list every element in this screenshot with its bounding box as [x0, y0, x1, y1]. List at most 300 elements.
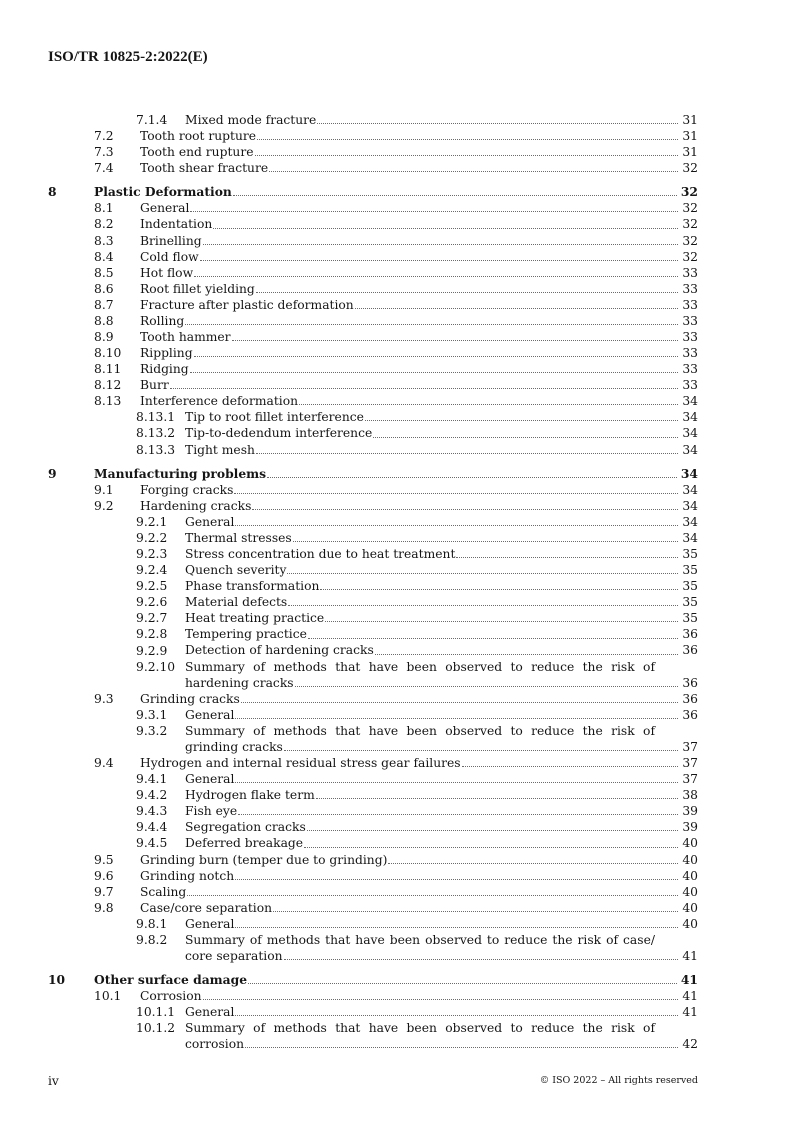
toc-entry[interactable]: [0, 868, 793, 884]
toc-entry[interactable]: [0, 329, 793, 345]
toc-entry-line: [0, 675, 793, 691]
dot-leader: [185, 324, 678, 325]
toc-entry-number: 8.3: [94, 233, 114, 248]
toc-entry-number: 8.8: [94, 313, 114, 328]
toc-entry-page: 33: [682, 362, 698, 377]
toc-entry-page: 33: [682, 297, 698, 312]
toc-entry[interactable]: [0, 530, 793, 546]
toc-entry-page: 41: [680, 972, 698, 988]
toc-entry-page: 34: [682, 394, 698, 409]
toc-entry-title-row: [140, 128, 698, 144]
toc-entry-number: 9.2.9: [136, 643, 168, 658]
toc-entry[interactable]: [0, 546, 793, 562]
toc-entry-line: [0, 200, 793, 216]
toc-entry-title: Segregation cracks: [185, 820, 306, 835]
toc-entry-title: Tip-to-dedendum interference: [185, 426, 373, 441]
toc-entry[interactable]: [0, 755, 793, 771]
dot-leader: [288, 605, 678, 606]
toc-entry-line: [0, 546, 793, 562]
toc-entry-title-row: [140, 884, 698, 900]
toc-entry-title-row: [185, 578, 698, 594]
toc-entry-title-row: [185, 1036, 698, 1052]
toc-entry[interactable]: [0, 313, 793, 329]
dot-leader: [248, 983, 677, 984]
toc-entry-title-row: [140, 852, 698, 868]
toc-entry[interactable]: [0, 626, 793, 642]
toc-entry-page: 32: [682, 233, 698, 248]
toc-entry[interactable]: [0, 578, 793, 594]
toc-entry-line: [0, 233, 793, 249]
toc-entry-title: General: [185, 1005, 235, 1020]
toc-entry-title: Hydrogen flake term: [185, 788, 315, 803]
toc-entry-title-row: [140, 265, 698, 281]
toc-entry-page: 36: [682, 707, 698, 722]
toc-entry[interactable]: [0, 819, 793, 835]
toc-entry-page: 35: [682, 547, 698, 562]
toc-entry-number: 8.12: [94, 378, 122, 393]
toc-entry[interactable]: [0, 723, 793, 755]
toc-entry-line: [0, 610, 793, 626]
dot-leader: [190, 372, 679, 373]
toc-entry-title: Detection of hardening cracks: [185, 643, 374, 658]
toc-entry-number: 8.13.2: [136, 426, 176, 441]
toc-entry[interactable]: [0, 514, 793, 530]
toc-entry[interactable]: [0, 482, 793, 498]
toc-entry-line: [0, 1020, 793, 1036]
toc-entry-number: 9.2.1: [136, 514, 168, 529]
toc-entry-line: [0, 112, 793, 128]
toc-entry[interactable]: [0, 691, 793, 707]
dot-leader: [287, 573, 678, 574]
toc-entry-page: 32: [682, 217, 698, 232]
dot-leader: [170, 388, 679, 389]
toc-entry[interactable]: [0, 835, 793, 851]
toc-entry-line: [0, 803, 793, 819]
toc-entry-number: 7.2: [94, 129, 114, 144]
toc-entry-title-row: [140, 249, 698, 265]
toc-entry-line: [0, 216, 793, 232]
toc-entry-title-row: [185, 1004, 698, 1020]
toc-entry-page: 33: [682, 346, 698, 361]
toc-entry-line: [0, 988, 793, 1004]
toc-entry-page: 40: [682, 900, 698, 915]
toc-entry-page: 37: [682, 756, 698, 771]
toc-entry[interactable]: [0, 562, 793, 578]
toc-entry-title: Deferred breakage: [185, 836, 304, 851]
toc-entry-title: Tooth hammer: [140, 330, 231, 344]
toc-entry-title: Quench severity: [185, 563, 287, 578]
dot-leader: [388, 863, 678, 864]
toc-entry-title-row: [185, 819, 698, 835]
toc-entry-line: [0, 1036, 793, 1052]
toc-entry[interactable]: [0, 852, 793, 868]
toc-entry-number: 9.2.5: [136, 579, 168, 594]
toc-entry-number: 9.4: [94, 756, 114, 771]
toc-entry-number: 9.8.2: [136, 932, 168, 947]
dot-leader: [462, 766, 679, 767]
toc-entry-title-row: [185, 675, 698, 691]
dot-leader: [295, 686, 679, 687]
toc-entry[interactable]: [0, 216, 793, 232]
toc-entry-line: [0, 723, 793, 739]
toc-entry-title: Summary of methods that have been observed to reduce the risk of: [185, 659, 655, 674]
toc-entry-number: 10.1.2: [136, 1021, 176, 1036]
toc-entry[interactable]: [0, 659, 793, 691]
toc-entry-title-row: [140, 200, 698, 216]
toc-entry-number: 8: [48, 184, 57, 200]
toc-entry-title: corrosion: [185, 1037, 245, 1052]
toc-entry-number: 8.9: [94, 330, 114, 345]
toc-entry[interactable]: [0, 265, 793, 281]
toc-entry-page: 36: [682, 627, 698, 642]
toc-entry-page: 32: [680, 184, 698, 200]
toc-entry-page: 31: [682, 129, 698, 144]
toc-entry-title-row: [140, 345, 698, 361]
toc-entry-line: [0, 281, 793, 297]
dot-leader: [299, 404, 678, 405]
toc-entry-line: [0, 835, 793, 851]
toc-entry-line: [0, 313, 793, 329]
toc-entry-title-row: [185, 626, 698, 642]
toc-entry-number: 10.1: [94, 989, 122, 1004]
toc-entry-title: hardening cracks: [185, 675, 294, 690]
toc-entry-title-row: [185, 442, 698, 458]
toc-entry[interactable]: [0, 1004, 793, 1020]
toc-entry[interactable]: [0, 466, 793, 482]
toc-entry-number: 8.13.3: [136, 442, 176, 457]
toc-entry[interactable]: [0, 707, 793, 723]
toc-entry[interactable]: [0, 610, 793, 626]
dot-leader: [235, 718, 678, 719]
toc-entry-title-row: [140, 482, 698, 498]
toc-entry-number: 8.2: [94, 217, 114, 232]
dot-leader: [273, 911, 678, 912]
dot-leader: [241, 702, 679, 703]
toc-entry-title-row: [140, 755, 698, 771]
toc-entry-page: 35: [682, 563, 698, 578]
toc-entry[interactable]: [0, 498, 793, 514]
toc-entry-title: Tooth shear fracture: [140, 161, 269, 176]
toc-list: [0, 112, 793, 1052]
toc-entry-title: Material defects: [185, 595, 288, 610]
toc-entry-page: 33: [682, 281, 698, 296]
toc-entry-title: Phase transformation: [185, 579, 320, 594]
toc-entry-line: [0, 900, 793, 916]
toc-entry-title-row: [140, 868, 698, 884]
toc-entry-number: 7.1.4: [136, 113, 168, 127]
toc-entry-title: Manufacturing problems: [94, 465, 267, 481]
dot-leader: [293, 541, 679, 542]
toc-entry-title: Brinelling: [140, 233, 202, 248]
toc-entry[interactable]: [0, 200, 793, 216]
toc-entry-title: grinding cracks: [185, 739, 283, 754]
dot-leader: [245, 1047, 678, 1048]
toc-entry-page: 42: [682, 1037, 698, 1052]
toc-entry-title-row: [140, 297, 698, 313]
dot-leader: [317, 123, 678, 124]
toc-entry[interactable]: [0, 425, 793, 441]
toc-entry-title: core separation: [185, 948, 283, 963]
dot-leader: [235, 782, 678, 783]
dot-leader: [252, 509, 678, 510]
toc-entry-page: 34: [682, 442, 698, 457]
toc-entry-page: 31: [682, 145, 698, 160]
dot-leader: [233, 195, 677, 196]
toc-entry[interactable]: [0, 345, 793, 361]
toc-entry-number: 7.3: [94, 145, 114, 160]
toc-entry-number: 8.13.1: [136, 410, 176, 425]
dot-leader: [235, 525, 678, 526]
toc-entry-page: 34: [682, 482, 698, 497]
dot-leader: [203, 244, 679, 245]
toc-entry-page: 35: [682, 595, 698, 610]
toc-entry[interactable]: [0, 900, 793, 916]
toc-entry[interactable]: [0, 297, 793, 313]
dot-leader: [235, 927, 678, 928]
toc-entry-number: 8.7: [94, 297, 114, 312]
toc-entry-page: 41: [682, 948, 698, 963]
toc-entry-number: 9.4.1: [136, 772, 168, 787]
toc-entry-page: 41: [682, 1005, 698, 1020]
toc-entry-title: Rolling: [140, 313, 185, 328]
toc-entry-line: [0, 771, 793, 787]
toc-entry-number: 8.11: [94, 362, 122, 377]
toc-entry-title: Interference deformation: [140, 394, 299, 409]
toc-entry-title: Grinding notch: [140, 868, 235, 883]
toc-entry-page: 34: [682, 498, 698, 513]
dot-leader: [187, 895, 678, 896]
toc-entry-page: 33: [682, 313, 698, 328]
dot-leader: [235, 1015, 678, 1016]
dot-leader: [375, 654, 679, 655]
toc-entry-line: [0, 361, 793, 377]
toc-entry[interactable]: [0, 377, 793, 393]
dot-leader: [320, 589, 678, 590]
toc-entry-title-row: [140, 691, 698, 707]
toc-entry[interactable]: [0, 884, 793, 900]
toc-entry-page: 40: [682, 852, 698, 867]
toc-entry-number: 9.2.10: [136, 659, 176, 674]
toc-entry-line: [0, 707, 793, 723]
toc-entry-page: 34: [680, 465, 698, 481]
toc-entry-number: 8.1: [94, 201, 114, 216]
toc-entry-title: Scaling: [140, 884, 187, 899]
toc-entry-title: Other surface damage: [94, 972, 248, 988]
copyright-notice: © ISO 2022 – All rights reserved: [539, 1075, 698, 1086]
toc-entry-title-row: [140, 988, 698, 1004]
toc-entry-number: 9.4.3: [136, 804, 168, 819]
toc-entry[interactable]: [0, 1020, 793, 1052]
toc-entry-number: 9.3: [94, 691, 114, 706]
toc-entry[interactable]: [0, 643, 793, 659]
dot-leader: [238, 814, 678, 815]
dot-leader: [257, 139, 678, 140]
toc-entry-line: [0, 739, 793, 755]
toc-entry-line: [0, 466, 793, 482]
toc-entry-title-row: [185, 787, 698, 803]
toc-entry[interactable]: [0, 144, 793, 160]
dot-leader: [373, 437, 678, 438]
toc-entry[interactable]: [0, 393, 793, 409]
toc-entry-line: [0, 329, 793, 345]
dot-leader: [232, 340, 679, 341]
toc-entry-number: 9.6: [94, 868, 114, 883]
toc-entry-line: [0, 442, 793, 458]
toc-entry-title: Root fillet yielding: [140, 281, 255, 296]
toc-entry-title-row: [140, 900, 698, 916]
toc-entry-number: 8.5: [94, 265, 114, 280]
document-id-header: ISO/TR 10825-2:2022(E): [48, 49, 208, 65]
dot-leader: [255, 155, 679, 156]
toc-entry-title-row: [140, 393, 698, 409]
toc-entry[interactable]: [0, 184, 793, 200]
toc-entry-number: 9.2.2: [136, 530, 168, 545]
toc-entry-number: 9.1: [94, 482, 114, 497]
toc-entry-page: 39: [682, 820, 698, 835]
toc-entry-title-row: [140, 144, 698, 160]
toc-entry-title: General: [185, 514, 235, 529]
toc-entry-line: [0, 578, 793, 594]
toc-entry[interactable]: [0, 803, 793, 819]
toc-entry[interactable]: [0, 988, 793, 1004]
toc-entry[interactable]: [0, 932, 793, 964]
toc-entry[interactable]: [0, 972, 793, 988]
toc-entry-title: Grinding cracks: [140, 691, 240, 706]
toc-entry-page: 39: [682, 804, 698, 819]
toc-entry-title: Summary of methods that have been observed to reduce the risk of case/: [185, 932, 655, 947]
toc-entry-line: [0, 144, 793, 160]
toc-entry-title-row: [185, 948, 698, 964]
toc-entry-page: 34: [682, 514, 698, 529]
toc-entry-number: 9.2.8: [136, 627, 168, 642]
toc-entry-title-row: [140, 361, 698, 377]
toc-entry-title: Plastic Deformation: [94, 184, 232, 200]
toc-entry-title: Ridging: [140, 362, 189, 377]
toc-entry-title: Indentation: [140, 217, 213, 232]
toc-entry-title-row: [140, 313, 698, 329]
toc-entry-line: [0, 691, 793, 707]
toc-entry-number: 9.8.1: [136, 916, 168, 931]
toc-entry-line: [0, 265, 793, 281]
toc-entry-line: [0, 249, 793, 265]
toc-entry-title: General: [140, 201, 190, 216]
toc-entry[interactable]: [0, 160, 793, 176]
toc-entry-page: 33: [682, 330, 698, 344]
toc-entry-title-row: [185, 425, 698, 441]
toc-entry-line: [0, 787, 793, 803]
toc-entry-title-row: [185, 514, 698, 530]
toc-entry-title: Mixed mode fracture: [185, 112, 317, 127]
toc-entry[interactable]: [0, 361, 793, 377]
toc-entry-number: 10: [48, 972, 66, 988]
toc-entry-title: Thermal stresses: [185, 530, 292, 545]
toc-entry-number: 9: [48, 465, 57, 481]
toc-entry[interactable]: [0, 771, 793, 787]
toc-entry-line: [0, 345, 793, 361]
toc-entry[interactable]: [0, 233, 793, 249]
toc-entry[interactable]: [0, 594, 793, 610]
toc-entry-line: [0, 482, 793, 498]
toc-entry-page: 35: [682, 611, 698, 626]
toc-entry-page: 33: [682, 378, 698, 393]
toc-entry-title-row: [185, 409, 698, 425]
toc-entry-number: 8.10: [94, 346, 122, 361]
dot-leader: [213, 228, 678, 229]
toc-entry-number: 9.3.2: [136, 723, 168, 738]
toc-entry-title: General: [185, 772, 235, 787]
toc-entry[interactable]: [0, 409, 793, 425]
toc-entry-line: [0, 297, 793, 313]
toc-entry-title-row: [185, 835, 698, 851]
toc-entry-page: 36: [682, 643, 698, 658]
toc-entry-title: Fish eye: [185, 804, 238, 819]
toc-entry-title: Rippling: [140, 346, 193, 361]
toc-entry-title: Cold flow: [140, 249, 199, 264]
toc-entry-page: 35: [682, 579, 698, 594]
toc-entry-line: [0, 755, 793, 771]
toc-entry-line: [0, 932, 793, 948]
toc-entry-page: 36: [682, 691, 698, 706]
toc-entry-number: 9.8: [94, 900, 114, 915]
toc-entry-title-row: [185, 643, 698, 659]
toc-entry-number: 9.7: [94, 884, 114, 899]
toc-entry-title-row: [94, 972, 698, 988]
toc-entry-title-row: [185, 739, 698, 755]
toc-entry-number: 9.5: [94, 852, 114, 867]
toc-entry-title-row: [140, 233, 698, 249]
toc-entry[interactable]: [0, 128, 793, 144]
toc-entry-line: [0, 514, 793, 530]
toc-entry-number: 9.2.7: [136, 611, 168, 626]
toc-entry-number: 8.13: [94, 394, 122, 409]
toc-entry-line: [0, 1004, 793, 1020]
toc-entry-title-row: [94, 466, 698, 482]
dot-leader: [316, 798, 679, 799]
toc-entry-line: [0, 972, 793, 988]
toc-entry-line: [0, 884, 793, 900]
toc-entry-line: [0, 498, 793, 514]
toc-entry-page: 40: [682, 836, 698, 851]
toc-entry[interactable]: [0, 281, 793, 297]
dot-leader: [203, 999, 679, 1000]
toc-entry-page: 32: [682, 161, 698, 176]
dot-leader: [365, 420, 678, 421]
toc-entry-line: [0, 425, 793, 441]
toc-entry-title-row: [185, 610, 698, 626]
dot-leader: [307, 830, 679, 831]
toc-entry-title: Tempering practice: [185, 627, 307, 642]
toc-entry[interactable]: [0, 249, 793, 265]
toc-entry-number: 8.6: [94, 281, 114, 296]
toc-entry-line: [0, 160, 793, 176]
dot-leader: [304, 847, 678, 848]
toc-entry-number: 9.2: [94, 498, 114, 513]
toc-entry-title: General: [185, 916, 235, 931]
toc-entry-page: 40: [682, 916, 698, 931]
toc-entry-line: [0, 948, 793, 964]
toc-entry-line: [0, 377, 793, 393]
toc-entry-line: [0, 852, 793, 868]
toc-entry[interactable]: [0, 916, 793, 932]
toc-entry-title: Summary of methods that have been observed to reduce the risk of: [185, 723, 655, 738]
toc-entry[interactable]: [0, 787, 793, 803]
toc-entry-title-row: [185, 803, 698, 819]
toc-entry-title-row: [185, 530, 698, 546]
toc-entry-title: Hardening cracks: [140, 498, 252, 513]
toc-entry[interactable]: [0, 442, 793, 458]
toc-entry[interactable]: [0, 112, 793, 128]
toc-entry-line: [0, 409, 793, 425]
